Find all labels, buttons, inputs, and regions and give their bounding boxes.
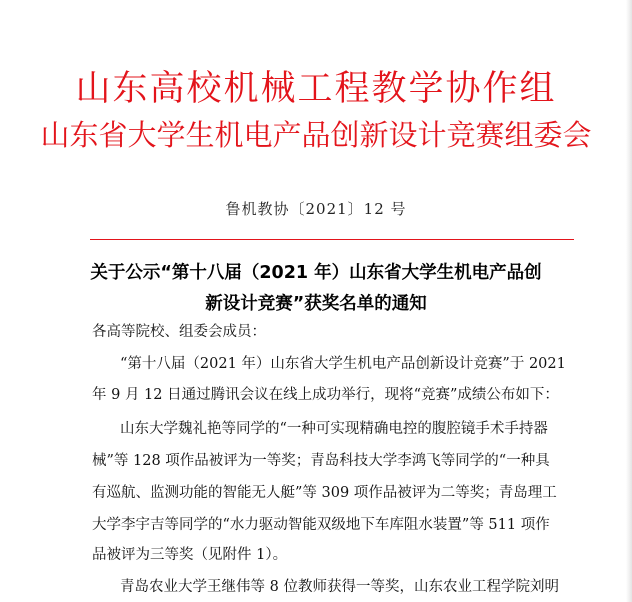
paragraph-1-line-2: 年 9 月 12 日通过腾讯会议在线上成功举行，现将“竞赛”成绩公布如下： [92, 387, 559, 403]
document-number: 鲁机教协〔2021〕12 号 [225, 200, 407, 218]
notice-title-line-1: 关于公示“第十八届（2021 年）山东省大学生机电产品创 [90, 263, 542, 283]
paragraph-2-line-3: 有巡航、监测功能的智能无人艇”等 309 项作品被评为二等奖；青岛理工 [92, 485, 557, 501]
salutation: 各高等院校、组委会成员： [92, 324, 266, 340]
letterhead-org-name-2: 山东省大学生机电产品创新设计竞赛组委会 [40, 118, 592, 152]
letterhead-org-name-1: 山东高校机械工程教学协作组 [75, 69, 557, 109]
page-edge-shadow [626, 0, 632, 602]
letterhead-divider [90, 239, 574, 240]
paragraph-2-line-2: 械”等 128 项作品被评为一等奖；青岛科技大学李鸿飞等同学的“一种具 [92, 453, 550, 469]
paragraph-3-line-1: 青岛农业大学王继伟等 8 位教师获得一等奖，山东农业工程学院刘明 [120, 579, 559, 595]
paragraph-2-line-5: 品被评为三等奖（见附件 1）。 [92, 547, 288, 563]
paragraph-2-line-4: 大学李宇吉等同学的“水力驱动智能双级地下车库阻水装置”等 511 项作 [92, 517, 550, 533]
paragraph-1-line-1: “第十八届（2021 年）山东省大学生机电产品创新设计竞赛”于 2021 [120, 356, 566, 372]
notice-title-line-2: 新设计竞赛”获奖名单的通知 [205, 294, 427, 314]
paragraph-2-line-1: 山东大学魏礼艳等同学的“一种可实现精确电控的腹腔镜手术手持器 [120, 421, 548, 437]
